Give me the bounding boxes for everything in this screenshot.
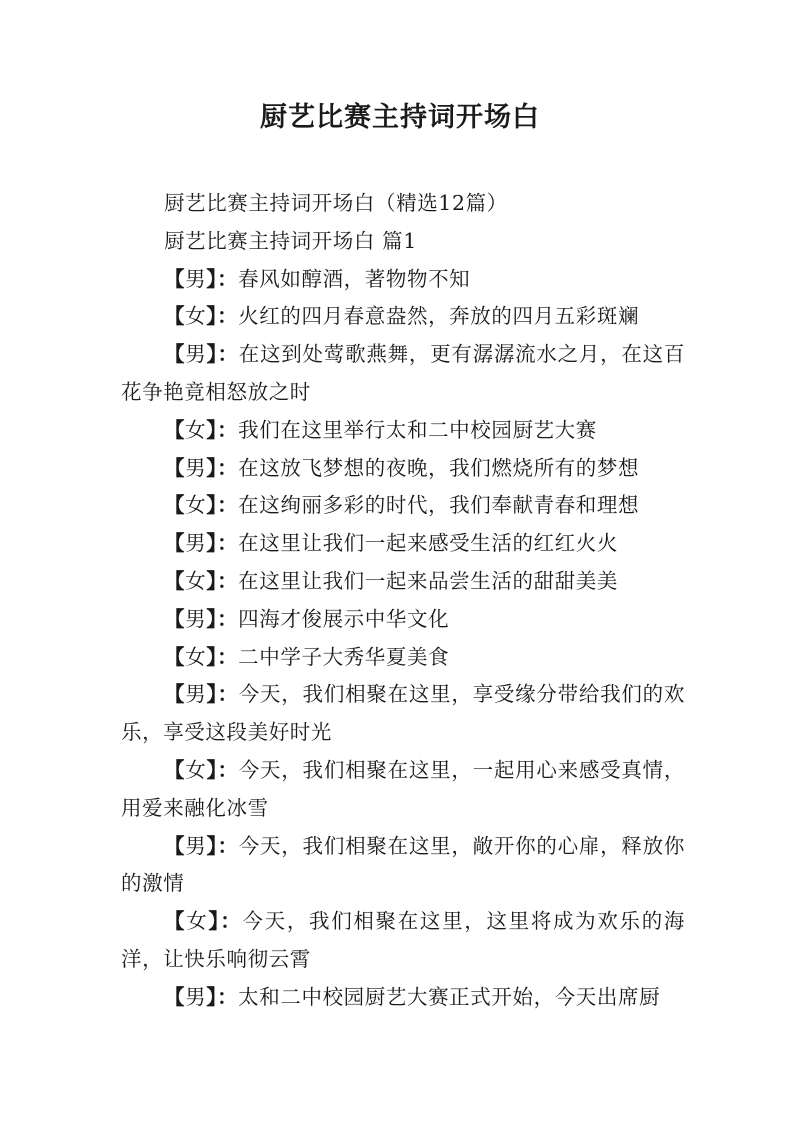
speaker-close-bracket: 】： [206, 455, 239, 480]
speaker-open-bracket: 【 [164, 493, 186, 518]
speaker-close-bracket: 】： [206, 568, 239, 593]
dialogue-text: 四海才俊展示中华文化 [238, 606, 450, 631]
speaker-open-bracket: 【 [164, 531, 186, 556]
document-title: 厨艺比赛主持词开场白 [260, 102, 540, 133]
speaker-close-bracket: 】： [206, 606, 239, 631]
paragraph-text: 厨艺比赛主持词开场白（精选12篇） [164, 191, 508, 215]
dialogue-text: 火红的四月春意盎然，奔放的四月五彩斑斓 [238, 304, 640, 329]
speaker-close-bracket: 】： [206, 266, 239, 291]
speaker-close-bracket: 】： [206, 531, 239, 556]
dialogue-line [121, 261, 685, 299]
dialogue-line [121, 525, 685, 563]
speaker-label: 男 [185, 682, 207, 707]
speaker-open-bracket: 【 [164, 909, 187, 934]
dialogue-line [121, 298, 685, 336]
speaker-close-bracket: 】： [206, 342, 239, 367]
dialogue-text: 在这放飞梦想的夜晚，我们燃烧所有的梦想 [238, 455, 640, 480]
speaker-close-bracket: 】： [206, 984, 239, 1009]
dialogue-line [121, 828, 685, 904]
dialogue-text: 今天，我们相聚在这里，敞开你的心扉，释放你的激情 [121, 833, 685, 896]
dialogue-line [121, 903, 685, 979]
dialogue-text: 二中学子大秀华夏美食 [238, 644, 450, 669]
dialogue-text: 今天，我们相聚在这里，一起用心来感受真情，用爱来融化冰雪 [121, 757, 685, 820]
dialogue-line [121, 979, 685, 1017]
speaker-close-bracket: 】： [206, 417, 239, 442]
dialogue-text: 我们在这里举行太和二中校园厨艺大赛 [238, 417, 597, 442]
speaker-label: 女 [185, 757, 207, 782]
dialogue-line [121, 336, 685, 412]
dialogue-line [121, 487, 685, 525]
speaker-open-bracket: 【 [164, 266, 186, 291]
speaker-close-bracket: 】： [206, 644, 239, 669]
speaker-label: 男 [185, 984, 207, 1009]
speaker-open-bracket: 【 [164, 304, 186, 329]
dialogue-text: 太和二中校园厨艺大赛正式开始，今天出席厨 [238, 984, 661, 1009]
dialogue-line [121, 412, 685, 450]
speaker-label: 男 [185, 833, 207, 858]
dialogue-line [121, 752, 685, 828]
speaker-close-bracket: 】： [206, 682, 239, 707]
speaker-close-bracket: 】： [206, 757, 239, 782]
speaker-label: 男 [185, 531, 207, 556]
document-body [121, 185, 685, 1017]
dialogue-text: 春风如醇酒，著物物不知 [238, 266, 471, 291]
speaker-label: 男 [185, 266, 207, 291]
paragraph-subtitle [121, 185, 685, 223]
speaker-close-bracket: 】： [206, 304, 239, 329]
speaker-open-bracket: 【 [164, 455, 186, 480]
speaker-open-bracket: 【 [164, 606, 186, 631]
speaker-label: 女 [185, 304, 207, 329]
dialogue-line [121, 676, 685, 752]
speaker-close-bracket: 】： [206, 493, 239, 518]
speaker-label: 男 [185, 342, 207, 367]
speaker-open-bracket: 【 [164, 568, 186, 593]
dialogue-line [121, 601, 685, 639]
paragraph-section-heading [121, 223, 685, 261]
dialogue-line [121, 450, 685, 488]
speaker-close-bracket: 】： [208, 909, 243, 934]
speaker-open-bracket: 【 [164, 417, 186, 442]
speaker-close-bracket: 】： [206, 833, 239, 858]
dialogue-text: 今天，我们相聚在这里，这里将成为欢乐的海洋，让快乐响彻云霄 [121, 909, 685, 971]
speaker-label: 女 [185, 417, 207, 442]
speaker-label: 男 [185, 455, 207, 480]
dialogue-text: 在这绚丽多彩的时代，我们奉献青春和理想 [238, 493, 640, 518]
speaker-label: 女 [185, 493, 207, 518]
dialogue-text: 在这到处莺歌燕舞，更有潺潺流水之月，在这百花争艳竟相怒放之时 [121, 342, 685, 404]
speaker-label: 男 [185, 606, 207, 631]
dialogue-line [121, 563, 685, 601]
speaker-label: 女 [185, 568, 207, 593]
speaker-label: 女 [186, 909, 209, 934]
speaker-open-bracket: 【 [164, 644, 186, 669]
speaker-open-bracket: 【 [164, 833, 186, 858]
dialogue-text: 今天，我们相聚在这里，享受缘分带给我们的欢乐，享受这段美好时光 [121, 682, 685, 745]
speaker-open-bracket: 【 [164, 342, 186, 367]
paragraph-text: 厨艺比赛主持词开场白 篇1 [164, 228, 417, 253]
speaker-open-bracket: 【 [164, 682, 186, 707]
speaker-open-bracket: 【 [164, 984, 186, 1009]
dialogue-line [121, 639, 685, 677]
dialogue-text: 在这里让我们一起来感受生活的红红火火 [238, 531, 618, 556]
speaker-open-bracket: 【 [164, 757, 186, 782]
speaker-label: 女 [185, 644, 207, 669]
dialogue-text: 在这里让我们一起来品尝生活的甜甜美美 [238, 568, 618, 593]
